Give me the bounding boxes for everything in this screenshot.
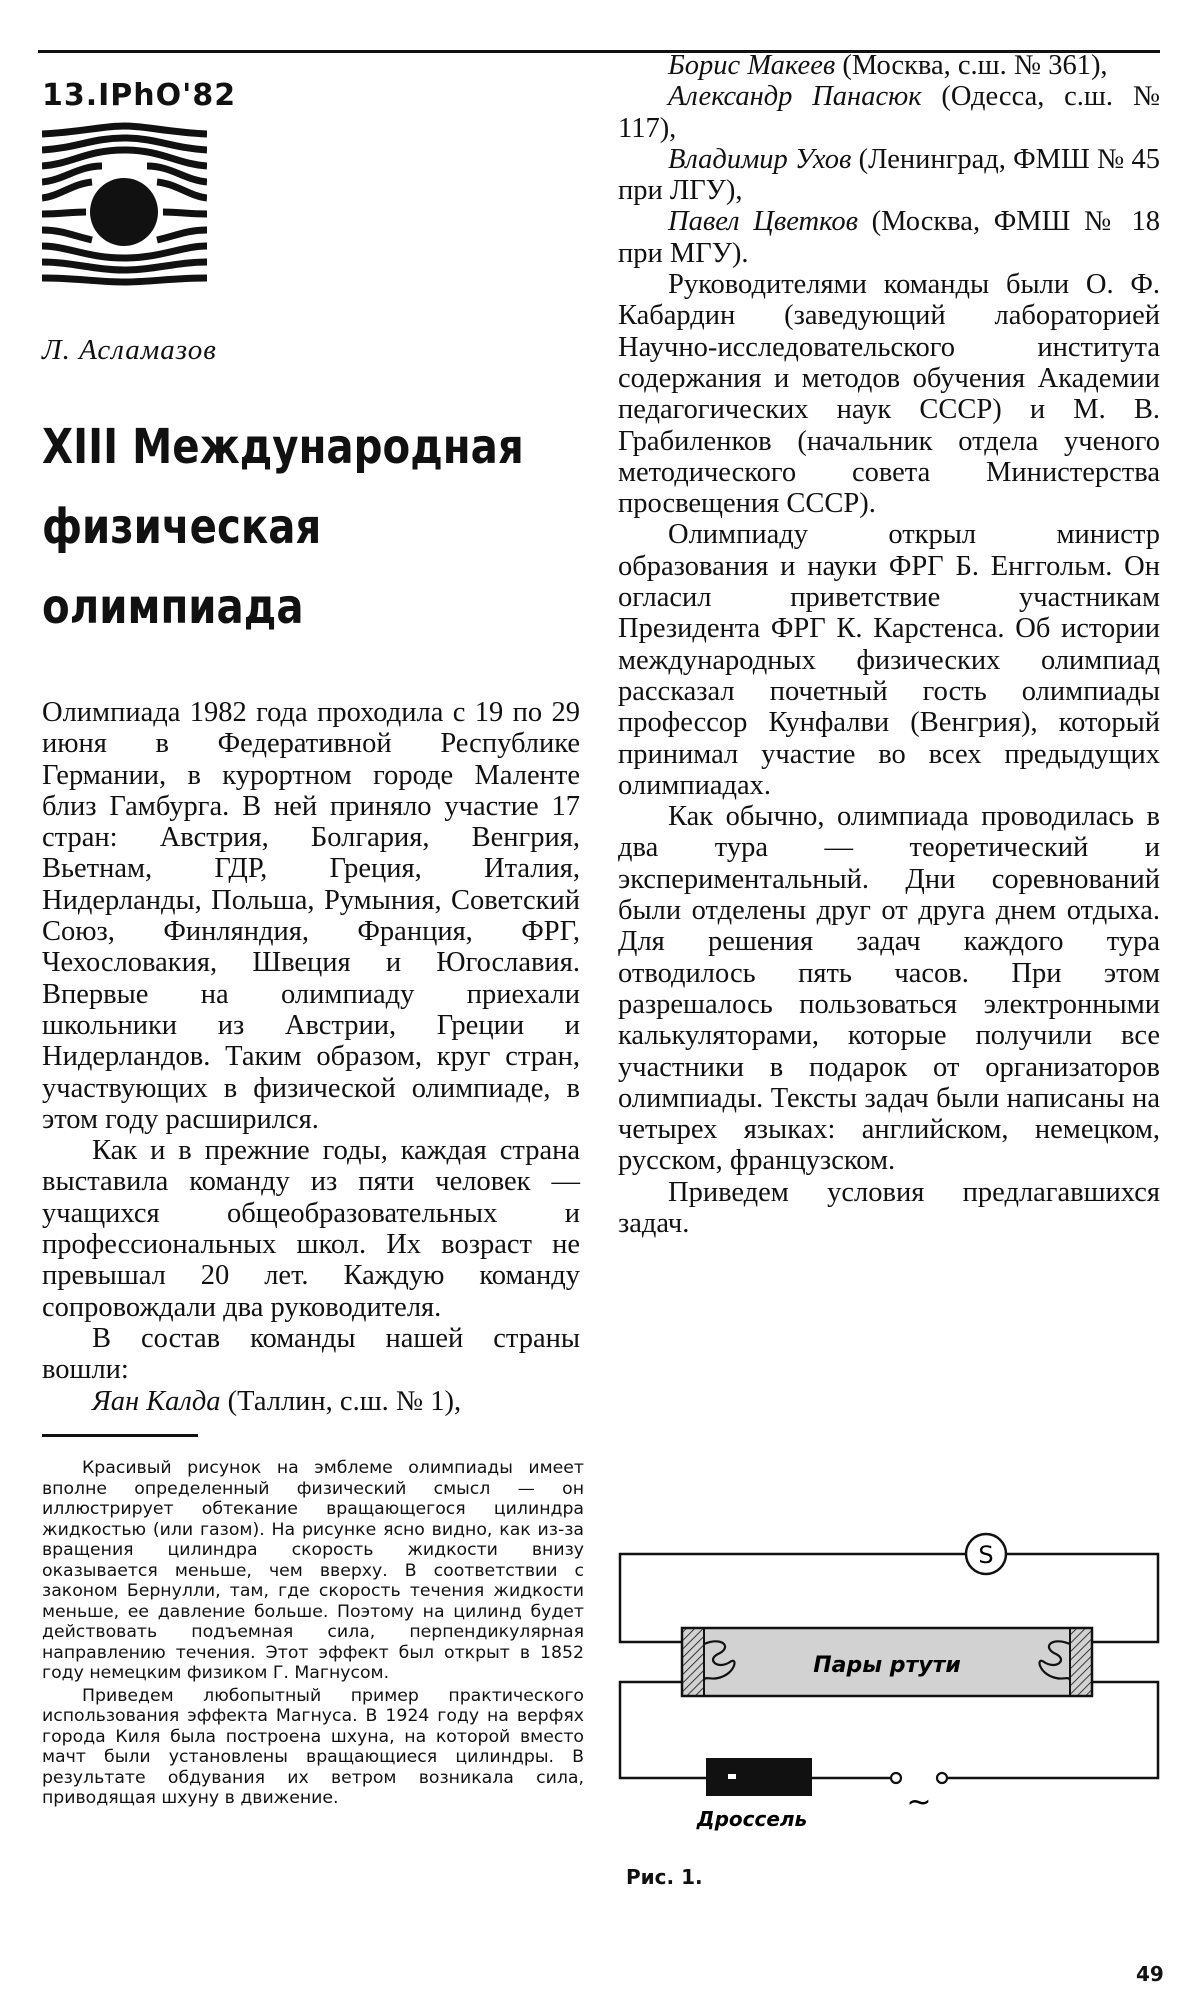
team-member-2-info: (Москва, с.ш. № 361), bbox=[842, 50, 1108, 81]
team-member-5 bbox=[618, 206, 1160, 269]
choke-label: Дроссель bbox=[696, 1807, 808, 1831]
lamp-electrode-left bbox=[682, 1628, 704, 1696]
figure-caption: Рис. 1. bbox=[626, 1865, 703, 1889]
team-member-2 bbox=[618, 50, 1160, 81]
paragraph-leaders: Руководителями команды были О. Ф. Кабардин (заведующий лабораторией Научно-исследовательского института содержания и методов обучения Академии педагогических наук СССР) и М. В. Грабиленков (начальник отдела ученого методического совета Министерства просвещения СССР). bbox=[618, 269, 1160, 520]
team-member-1 bbox=[42, 1386, 580, 1417]
paragraph-teams: Как и в прежние годы, каждая страна выставила команду из пяти человек — учащихся общеобразовательных и профессиональных школ. Их возраст не превышал 20 лет. Каждую команду сопровождали два руководителя. bbox=[42, 1135, 580, 1323]
team-member-4-name: Владимир Ухов bbox=[668, 143, 852, 175]
page-number: 49 bbox=[1136, 1962, 1164, 1986]
ac-terminal-left bbox=[891, 1773, 901, 1783]
footnote-paragraph-2: Приведем любопытный пример практического использования эффекта Магнуса. В 1924 году на верфях города Киля была построена шхуна, на которой вместо мачт были установлены вращающиеся цилиндры. В результате обдувания их ветром возникала сила, приводящая шхуну в движение. bbox=[42, 1685, 584, 1808]
team-member-5-info: (Москва, ФМШ № 18 при МГУ). bbox=[618, 206, 1161, 269]
switch-label: S bbox=[978, 1541, 994, 1569]
team-member-5-name: Павел Цветков bbox=[668, 206, 858, 238]
team-member-2-name: Борис Макеев bbox=[668, 50, 836, 81]
left-body-text bbox=[42, 697, 580, 1417]
ac-symbol: ~ bbox=[906, 1785, 932, 1820]
paragraph-rounds: Как обычно, олимпиада проводилась в два тура — теоретический и экспериментальный. Дни соревнований были отделены друг от друга днем отдыха. Для решения задач каждого тура отводилось пять часов. При этом разрешалось пользоваться электронными калькуляторами, которые получили все участники в подарок от организаторов олимпиады. Тексты задач были написаны на четырех языках: английском, немецком, русском, французском. bbox=[618, 801, 1160, 1177]
choke-icon bbox=[706, 1758, 812, 1796]
olympiad-emblem-icon bbox=[42, 120, 207, 288]
footnote-paragraph-1: Красивый рисунок на эмблеме олимпиады имеет вполне определенный физический смысл — он иллюстрирует обтекание вращающегося цилиндра жидкостью (или газом). На рисунке ясно видно, как из-за вращения цилиндра скорость жидкости внизу оказывается меньше, чем вверху. В соответствии с законом Бернулли, там, где скорость течения жидкости меньше, ее давление больше. Поэтому на цилинд будет действовать подъемная сила, перпендикулярная направлению течения. Этот эффект был открыт в 1852 году немецким физиком Г. Магнусом. bbox=[42, 1458, 584, 1683]
article-title-line1: XIII Международная bbox=[42, 419, 524, 475]
article-title-line2: физическая олимпиада bbox=[42, 499, 322, 635]
right-column bbox=[618, 50, 1160, 1239]
team-member-4-info: (Ленинград, ФМШ № 45 при ЛГУ), bbox=[618, 143, 1160, 207]
team-member-3 bbox=[618, 81, 1160, 144]
paragraph-team-composition: В состав команды нашей страны вошли: bbox=[42, 1322, 580, 1386]
ac-terminal-right bbox=[937, 1773, 947, 1783]
left-column bbox=[42, 62, 580, 1417]
team-member-3-info: (Одесса, с.ш. № 117), bbox=[618, 81, 1161, 144]
paragraph-opening: Олимпиаду открыл министр образования и науки ФРГ Б. Енггольм. Он огласил приветствие участникам Президента ФРГ К. Карстенса. Об истории международных физических олимпиад рассказал почетный гость олимпиады профессор Кунфалви (Венгрия), который принимал участие во всех предыдущих олимпиадах. bbox=[618, 519, 1160, 801]
footnote-rule bbox=[42, 1434, 198, 1437]
team-member-3-name: Александр Панасюк bbox=[668, 81, 922, 113]
paragraph-tasks: Приведем условия предлагавшихся задач. bbox=[618, 1176, 1160, 1239]
lamp-electrode-right bbox=[1070, 1628, 1092, 1696]
footnote bbox=[42, 1458, 584, 1811]
author-name: Л. Асламазов bbox=[42, 334, 217, 366]
paragraph-intro: Олимпиада 1982 года проходила с 19 по 29 июня в Федеративной Республике Германии, в курортном городе Маленте близ Гамбурга. В ней приняло участие 17 стран: Австрия, Болгария, Венгрия, Вьетнам, ГДР, Греция, Италия, Нидерланды, Польша, Румыния, Советский Союз, Финляндия, Франция, ФРГ, Чехословакия, Швеция и Югославия. Впервые на олимпиаду приехали школьники из Австрии, Греции и Нидерландов. Таким образом, круг стран, участвующих в физической олимпиаде, в этом году расширился. bbox=[42, 697, 580, 1135]
team-member-1-info: (Таллин, с.ш. № 1), bbox=[227, 1385, 462, 1417]
article-title bbox=[42, 407, 580, 647]
team-member-1-name: Яан Калда bbox=[92, 1385, 221, 1417]
tube-label: Пары ртути bbox=[813, 1653, 961, 1678]
team-member-4 bbox=[618, 144, 1160, 207]
circuit-diagram bbox=[614, 1522, 1174, 1842]
emblem-title: 13.IPhO'82 bbox=[42, 78, 237, 113]
